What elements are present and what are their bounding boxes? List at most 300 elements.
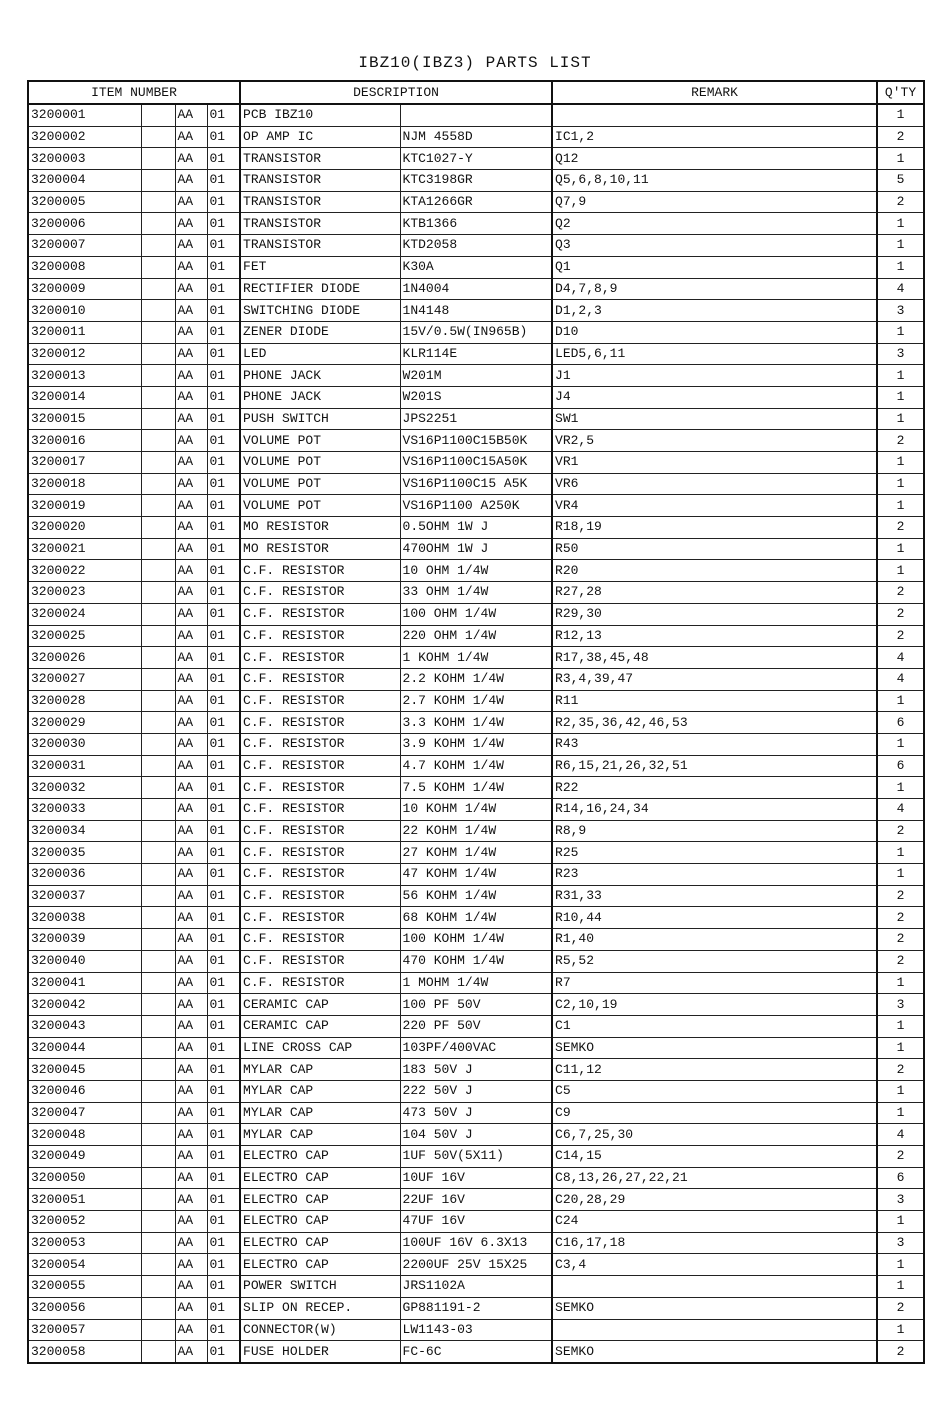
cell-description: SWITCHING DIODE xyxy=(240,300,400,322)
table-row xyxy=(28,1319,924,1341)
cell-remark: D4,7,8,9 xyxy=(552,278,877,300)
cell-item-number: 3200010 xyxy=(28,300,141,322)
cell-revision: 01 xyxy=(207,430,240,452)
cell-item-number: 3200052 xyxy=(28,1211,141,1233)
cell-remark: C5 xyxy=(552,1080,877,1102)
cell-spec xyxy=(400,104,552,126)
cell-spec: 33 OHM 1/4W xyxy=(400,582,552,604)
cell-remark: C14,15 xyxy=(552,1146,877,1168)
cell-blank xyxy=(141,1232,175,1254)
cell-description: C.F. RESISTOR xyxy=(240,733,400,755)
cell-description: VOLUME POT xyxy=(240,452,400,474)
table-row xyxy=(28,452,924,474)
table-row xyxy=(28,668,924,690)
cell-remark: Q2 xyxy=(552,213,877,235)
table-row xyxy=(28,213,924,235)
cell-remark xyxy=(552,1276,877,1298)
cell-spec: 2.7 KOHM 1/4W xyxy=(400,690,552,712)
cell-description: CONNECTOR(W) xyxy=(240,1319,400,1341)
cell-remark: SW1 xyxy=(552,408,877,430)
cell-blank xyxy=(141,1254,175,1276)
cell-qty: 1 xyxy=(877,690,924,712)
cell-blank xyxy=(141,885,175,907)
cell-revision: 01 xyxy=(207,1080,240,1102)
cell-item-number: 3200039 xyxy=(28,929,141,951)
cell-code: AA xyxy=(175,386,207,408)
table-row xyxy=(28,777,924,799)
cell-revision: 01 xyxy=(207,1059,240,1081)
cell-code: AA xyxy=(175,1037,207,1059)
cell-revision: 01 xyxy=(207,365,240,387)
cell-description: MYLAR CAP xyxy=(240,1124,400,1146)
cell-qty: 5 xyxy=(877,170,924,192)
cell-remark: IC1,2 xyxy=(552,126,877,148)
cell-code: AA xyxy=(175,1297,207,1319)
cell-revision: 01 xyxy=(207,733,240,755)
cell-qty: 1 xyxy=(877,235,924,257)
cell-blank xyxy=(141,733,175,755)
cell-revision: 01 xyxy=(207,517,240,539)
table-row xyxy=(28,278,924,300)
cell-item-number: 3200041 xyxy=(28,972,141,994)
cell-description: TRANSISTOR xyxy=(240,170,400,192)
cell-qty: 2 xyxy=(877,582,924,604)
cell-blank xyxy=(141,235,175,257)
cell-remark: R5,52 xyxy=(552,950,877,972)
cell-spec: GP881191-2 xyxy=(400,1297,552,1319)
cell-description: C.F. RESISTOR xyxy=(240,690,400,712)
cell-remark: C6,7,25,30 xyxy=(552,1124,877,1146)
table-row xyxy=(28,885,924,907)
cell-item-number: 3200046 xyxy=(28,1080,141,1102)
cell-item-number: 3200031 xyxy=(28,755,141,777)
cell-code: AA xyxy=(175,972,207,994)
cell-remark: R11 xyxy=(552,690,877,712)
cell-spec: VS16P1100 A250K xyxy=(400,495,552,517)
cell-revision: 01 xyxy=(207,1297,240,1319)
cell-revision: 01 xyxy=(207,104,240,126)
cell-revision: 01 xyxy=(207,929,240,951)
cell-description: C.F. RESISTOR xyxy=(240,929,400,951)
cell-code: AA xyxy=(175,1167,207,1189)
cell-blank xyxy=(141,1189,175,1211)
cell-blank xyxy=(141,1276,175,1298)
table-row xyxy=(28,950,924,972)
cell-revision: 01 xyxy=(207,1124,240,1146)
cell-remark: C1 xyxy=(552,1015,877,1037)
cell-spec: FC-6C xyxy=(400,1341,552,1363)
table-row xyxy=(28,1276,924,1298)
cell-remark: D1,2,3 xyxy=(552,300,877,322)
cell-qty: 1 xyxy=(877,365,924,387)
cell-spec: 47UF 16V xyxy=(400,1211,552,1233)
table-row xyxy=(28,625,924,647)
cell-spec: 15V/0.5W(IN965B) xyxy=(400,321,552,343)
cell-spec: 47 KOHM 1/4W xyxy=(400,864,552,886)
cell-description: C.F. RESISTOR xyxy=(240,625,400,647)
cell-remark: SEMKO xyxy=(552,1341,877,1363)
cell-description: FUSE HOLDER xyxy=(240,1341,400,1363)
cell-blank xyxy=(141,256,175,278)
cell-qty: 3 xyxy=(877,1232,924,1254)
cell-remark: J1 xyxy=(552,365,877,387)
cell-revision: 01 xyxy=(207,1015,240,1037)
cell-qty: 2 xyxy=(877,820,924,842)
cell-revision: 01 xyxy=(207,452,240,474)
cell-remark: R14,16,24,34 xyxy=(552,799,877,821)
cell-description: C.F. RESISTOR xyxy=(240,582,400,604)
cell-qty: 1 xyxy=(877,560,924,582)
table-row xyxy=(28,104,924,126)
cell-revision: 01 xyxy=(207,538,240,560)
cell-description: VOLUME POT xyxy=(240,430,400,452)
cell-blank xyxy=(141,950,175,972)
cell-description: C.F. RESISTOR xyxy=(240,777,400,799)
cell-description: CERAMIC CAP xyxy=(240,994,400,1016)
cell-revision: 01 xyxy=(207,799,240,821)
cell-description: FET xyxy=(240,256,400,278)
cell-item-number: 3200036 xyxy=(28,864,141,886)
cell-description: C.F. RESISTOR xyxy=(240,972,400,994)
cell-spec: JRS1102A xyxy=(400,1276,552,1298)
cell-remark: R31,33 xyxy=(552,885,877,907)
cell-blank xyxy=(141,799,175,821)
cell-spec: 1N4004 xyxy=(400,278,552,300)
table-row xyxy=(28,647,924,669)
cell-revision: 01 xyxy=(207,1341,240,1363)
cell-revision: 01 xyxy=(207,950,240,972)
cell-code: AA xyxy=(175,321,207,343)
cell-qty: 2 xyxy=(877,1297,924,1319)
cell-remark: R50 xyxy=(552,538,877,560)
cell-description: MYLAR CAP xyxy=(240,1059,400,1081)
cell-description: LINE CROSS CAP xyxy=(240,1037,400,1059)
header-remark: REMARK xyxy=(552,81,877,104)
cell-code: AA xyxy=(175,864,207,886)
cell-item-number: 3200049 xyxy=(28,1146,141,1168)
cell-code: AA xyxy=(175,690,207,712)
cell-code: AA xyxy=(175,278,207,300)
cell-description: C.F. RESISTOR xyxy=(240,603,400,625)
table-row xyxy=(28,1167,924,1189)
cell-spec: KTC3198GR xyxy=(400,170,552,192)
cell-revision: 01 xyxy=(207,582,240,604)
cell-revision: 01 xyxy=(207,1146,240,1168)
cell-blank xyxy=(141,842,175,864)
cell-description: RECTIFIER DIODE xyxy=(240,278,400,300)
cell-blank xyxy=(141,929,175,951)
cell-code: AA xyxy=(175,885,207,907)
table-row xyxy=(28,1080,924,1102)
cell-item-number: 3200015 xyxy=(28,408,141,430)
cell-item-number: 3200030 xyxy=(28,733,141,755)
cell-qty: 1 xyxy=(877,473,924,495)
table-row xyxy=(28,430,924,452)
cell-remark: R8,9 xyxy=(552,820,877,842)
cell-code: AA xyxy=(175,1059,207,1081)
cell-revision: 01 xyxy=(207,560,240,582)
cell-remark: R17,38,45,48 xyxy=(552,647,877,669)
cell-item-number: 3200012 xyxy=(28,343,141,365)
cell-remark: C24 xyxy=(552,1211,877,1233)
cell-spec: 2.2 KOHM 1/4W xyxy=(400,668,552,690)
cell-item-number: 3200032 xyxy=(28,777,141,799)
cell-description: LED xyxy=(240,343,400,365)
cell-blank xyxy=(141,690,175,712)
cell-code: AA xyxy=(175,495,207,517)
cell-blank xyxy=(141,452,175,474)
cell-spec: 22UF 16V xyxy=(400,1189,552,1211)
cell-description: C.F. RESISTOR xyxy=(240,885,400,907)
cell-spec: 68 KOHM 1/4W xyxy=(400,907,552,929)
cell-code: AA xyxy=(175,1211,207,1233)
table-row xyxy=(28,1254,924,1276)
cell-revision: 01 xyxy=(207,235,240,257)
cell-item-number: 3200001 xyxy=(28,104,141,126)
cell-item-number: 3200048 xyxy=(28,1124,141,1146)
cell-item-number: 3200037 xyxy=(28,885,141,907)
cell-description: VOLUME POT xyxy=(240,473,400,495)
cell-qty: 1 xyxy=(877,777,924,799)
cell-qty: 4 xyxy=(877,647,924,669)
cell-item-number: 3200003 xyxy=(28,148,141,170)
table-row xyxy=(28,972,924,994)
cell-blank xyxy=(141,1102,175,1124)
table-row xyxy=(28,1341,924,1363)
cell-code: AA xyxy=(175,126,207,148)
cell-revision: 01 xyxy=(207,1189,240,1211)
cell-remark: R7 xyxy=(552,972,877,994)
cell-qty: 4 xyxy=(877,668,924,690)
cell-blank xyxy=(141,1319,175,1341)
cell-blank xyxy=(141,625,175,647)
cell-spec: KTD2058 xyxy=(400,235,552,257)
cell-remark: R2,35,36,42,46,53 xyxy=(552,712,877,734)
cell-revision: 01 xyxy=(207,495,240,517)
cell-code: AA xyxy=(175,538,207,560)
cell-code: AA xyxy=(175,1341,207,1363)
cell-qty: 2 xyxy=(877,1146,924,1168)
cell-qty: 2 xyxy=(877,603,924,625)
cell-spec: W201S xyxy=(400,386,552,408)
cell-item-number: 3200014 xyxy=(28,386,141,408)
cell-blank xyxy=(141,582,175,604)
cell-item-number: 3200054 xyxy=(28,1254,141,1276)
cell-revision: 01 xyxy=(207,842,240,864)
cell-code: AA xyxy=(175,365,207,387)
cell-item-number: 3200044 xyxy=(28,1037,141,1059)
cell-remark: C2,10,19 xyxy=(552,994,877,1016)
cell-spec: 104 50V J xyxy=(400,1124,552,1146)
cell-qty: 1 xyxy=(877,148,924,170)
cell-spec: VS16P1100C15B50K xyxy=(400,430,552,452)
table-row xyxy=(28,1102,924,1124)
cell-blank xyxy=(141,1297,175,1319)
cell-spec: 470OHM 1W J xyxy=(400,538,552,560)
cell-remark: R18,19 xyxy=(552,517,877,539)
table-row xyxy=(28,1015,924,1037)
cell-code: AA xyxy=(175,929,207,951)
cell-remark: VR1 xyxy=(552,452,877,474)
cell-code: AA xyxy=(175,1189,207,1211)
cell-description: PHONE JACK xyxy=(240,386,400,408)
table-row xyxy=(28,473,924,495)
cell-remark: R20 xyxy=(552,560,877,582)
cell-revision: 01 xyxy=(207,668,240,690)
cell-revision: 01 xyxy=(207,126,240,148)
cell-description: PHONE JACK xyxy=(240,365,400,387)
cell-qty: 2 xyxy=(877,517,924,539)
cell-spec: 10 KOHM 1/4W xyxy=(400,799,552,821)
cell-qty: 1 xyxy=(877,842,924,864)
table-row xyxy=(28,1124,924,1146)
cell-code: AA xyxy=(175,452,207,474)
cell-spec: LW1143-03 xyxy=(400,1319,552,1341)
cell-code: AA xyxy=(175,517,207,539)
cell-code: AA xyxy=(175,430,207,452)
cell-remark: C16,17,18 xyxy=(552,1232,877,1254)
table-row xyxy=(28,690,924,712)
cell-blank xyxy=(141,126,175,148)
cell-code: AA xyxy=(175,343,207,365)
table-row xyxy=(28,820,924,842)
cell-qty: 1 xyxy=(877,386,924,408)
cell-remark: R27,28 xyxy=(552,582,877,604)
cell-blank xyxy=(141,538,175,560)
cell-remark: R3,4,39,47 xyxy=(552,668,877,690)
cell-code: AA xyxy=(175,170,207,192)
cell-description: C.F. RESISTOR xyxy=(240,842,400,864)
cell-blank xyxy=(141,191,175,213)
cell-qty: 1 xyxy=(877,972,924,994)
cell-remark: C8,13,26,27,22,21 xyxy=(552,1167,877,1189)
cell-remark: D10 xyxy=(552,321,877,343)
cell-code: AA xyxy=(175,625,207,647)
cell-spec: 473 50V J xyxy=(400,1102,552,1124)
cell-item-number: 3200029 xyxy=(28,712,141,734)
cell-remark: SEMKO xyxy=(552,1297,877,1319)
cell-spec: VS16P1100C15 A5K xyxy=(400,473,552,495)
table-row xyxy=(28,1232,924,1254)
cell-spec: 56 KOHM 1/4W xyxy=(400,885,552,907)
table-row xyxy=(28,603,924,625)
table-row xyxy=(28,560,924,582)
cell-revision: 01 xyxy=(207,1276,240,1298)
cell-revision: 01 xyxy=(207,321,240,343)
cell-revision: 01 xyxy=(207,690,240,712)
cell-spec: VS16P1100C15A50K xyxy=(400,452,552,474)
cell-qty: 1 xyxy=(877,1319,924,1341)
cell-spec: NJM 4558D xyxy=(400,126,552,148)
cell-blank xyxy=(141,321,175,343)
page-title: IBZ10(IBZ3) PARTS LIST xyxy=(358,54,592,72)
cell-spec: KTC1027-Y xyxy=(400,148,552,170)
table-row xyxy=(28,235,924,257)
cell-qty: 3 xyxy=(877,994,924,1016)
table-row xyxy=(28,126,924,148)
cell-code: AA xyxy=(175,1124,207,1146)
cell-code: AA xyxy=(175,1319,207,1341)
cell-remark: LED5,6,11 xyxy=(552,343,877,365)
cell-item-number: 3200025 xyxy=(28,625,141,647)
cell-revision: 01 xyxy=(207,256,240,278)
table-row xyxy=(28,907,924,929)
cell-description: C.F. RESISTOR xyxy=(240,864,400,886)
cell-revision: 01 xyxy=(207,712,240,734)
cell-revision: 01 xyxy=(207,647,240,669)
cell-spec: 0.5OHM 1W J xyxy=(400,517,552,539)
cell-code: AA xyxy=(175,755,207,777)
header-description: DESCRIPTION xyxy=(240,81,552,104)
cell-code: AA xyxy=(175,1254,207,1276)
cell-code: AA xyxy=(175,148,207,170)
cell-blank xyxy=(141,972,175,994)
cell-remark: C9 xyxy=(552,1102,877,1124)
cell-blank xyxy=(141,517,175,539)
cell-item-number: 3200009 xyxy=(28,278,141,300)
cell-spec: W201M xyxy=(400,365,552,387)
cell-code: AA xyxy=(175,712,207,734)
cell-qty: 2 xyxy=(877,430,924,452)
table-row xyxy=(28,755,924,777)
cell-spec: 183 50V J xyxy=(400,1059,552,1081)
cell-qty: 6 xyxy=(877,755,924,777)
cell-item-number: 3200019 xyxy=(28,495,141,517)
cell-blank xyxy=(141,994,175,1016)
cell-code: AA xyxy=(175,1015,207,1037)
table-row xyxy=(28,170,924,192)
cell-qty: 1 xyxy=(877,1276,924,1298)
cell-qty: 1 xyxy=(877,452,924,474)
table-row xyxy=(28,842,924,864)
cell-qty: 1 xyxy=(877,1211,924,1233)
cell-remark: VR6 xyxy=(552,473,877,495)
cell-qty: 1 xyxy=(877,321,924,343)
header-qty: Q'TY xyxy=(877,81,924,104)
cell-blank xyxy=(141,213,175,235)
table-row xyxy=(28,1189,924,1211)
cell-description: C.F. RESISTOR xyxy=(240,820,400,842)
cell-item-number: 3200021 xyxy=(28,538,141,560)
cell-item-number: 3200018 xyxy=(28,473,141,495)
cell-qty: 2 xyxy=(877,907,924,929)
cell-blank xyxy=(141,170,175,192)
cell-qty: 1 xyxy=(877,733,924,755)
cell-item-number: 3200013 xyxy=(28,365,141,387)
cell-blank xyxy=(141,560,175,582)
cell-qty: 2 xyxy=(877,1059,924,1081)
cell-spec: 27 KOHM 1/4W xyxy=(400,842,552,864)
cell-revision: 01 xyxy=(207,603,240,625)
cell-item-number: 3200040 xyxy=(28,950,141,972)
cell-qty: 4 xyxy=(877,278,924,300)
cell-description: C.F. RESISTOR xyxy=(240,560,400,582)
table-body xyxy=(28,104,924,1363)
cell-description: POWER SWITCH xyxy=(240,1276,400,1298)
cell-spec: KTB1366 xyxy=(400,213,552,235)
cell-revision: 01 xyxy=(207,864,240,886)
table-row xyxy=(28,321,924,343)
cell-blank xyxy=(141,278,175,300)
cell-revision: 01 xyxy=(207,1102,240,1124)
cell-blank xyxy=(141,495,175,517)
cell-item-number: 3200043 xyxy=(28,1015,141,1037)
cell-qty: 6 xyxy=(877,1167,924,1189)
cell-blank xyxy=(141,777,175,799)
cell-code: AA xyxy=(175,799,207,821)
table-row xyxy=(28,538,924,560)
cell-revision: 01 xyxy=(207,343,240,365)
